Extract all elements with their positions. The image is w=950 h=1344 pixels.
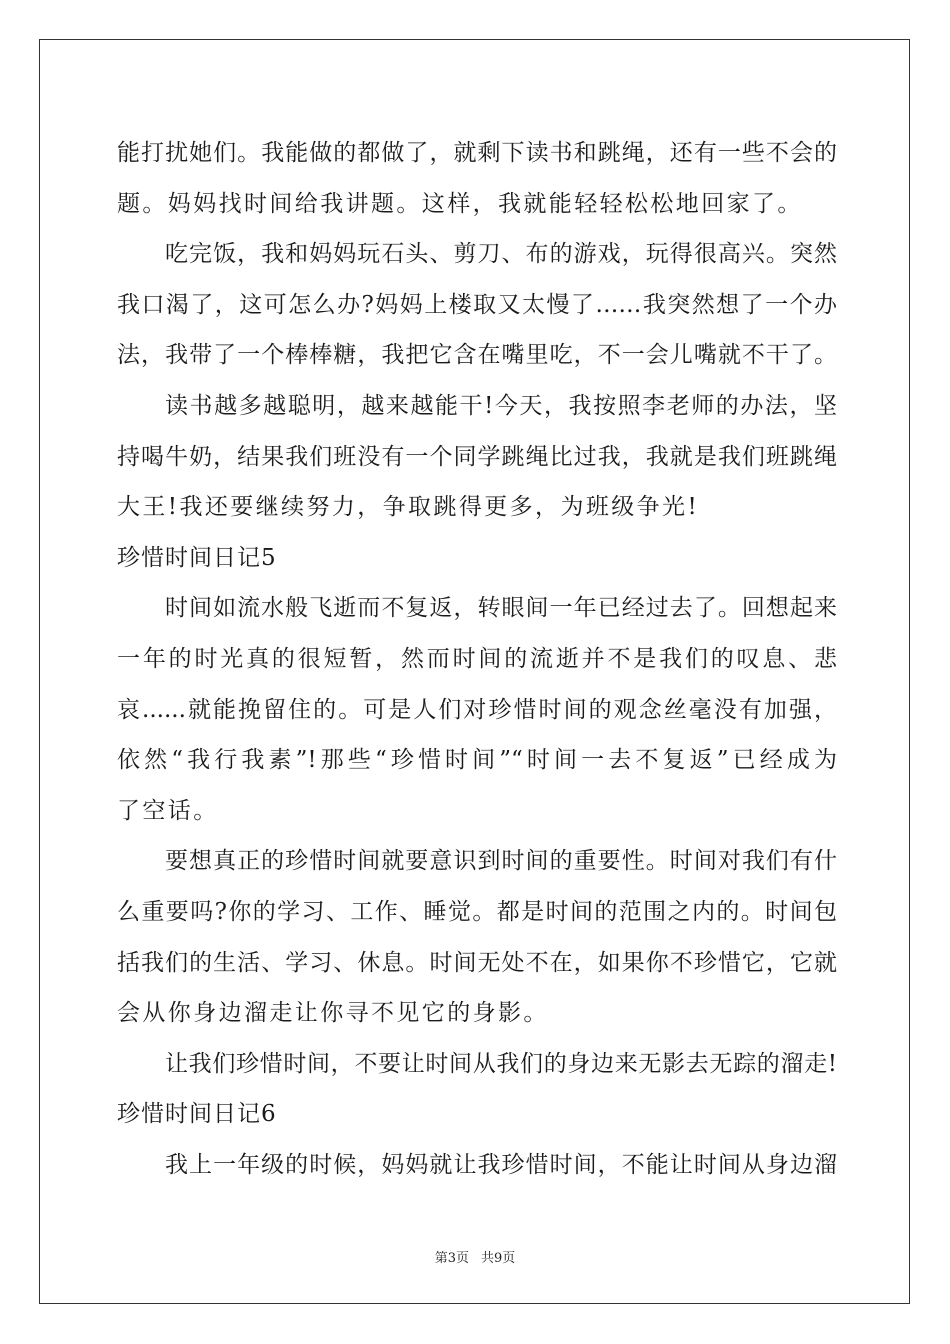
paragraph-line: 时间如流水般飞逝而不复返，转眼间一年已经过去了。回想起来: [165, 595, 837, 622]
paragraph-line: 括我们的生活、学习、休息。时间无处不在，如果你不珍惜它，它就: [117, 949, 837, 976]
paragraph-line: 能打扰她们。我能做的都做了，就剩下读书和跳绳，还有一些不会的: [117, 140, 837, 166]
document-body: [117, 128, 837, 1190]
paragraph-line: 么重要吗?你的学习、工作、睡觉。都是时间的范围之内的。时间包: [117, 898, 837, 925]
paragraph-line: 大王!我还要继续努力，争取跳得更多，为班级争光!: [117, 494, 700, 521]
section-heading: 珍惜时间日记6: [117, 1101, 277, 1128]
paragraph-line: 我上一年级的时候，妈妈就让我珍惜时间，不能让时间从身边溜: [165, 1151, 837, 1178]
paragraph-line: 一年的时光真的很短暂，然而时间的流逝并不是我们的叹息、悲: [117, 645, 837, 672]
paragraph-line: 让我们珍惜时间，不要让时间从我们的身边来无影去无踪的溜走!: [165, 1050, 837, 1077]
page-total: 共9页: [481, 1251, 516, 1266]
page-footer: [0, 1247, 950, 1266]
paragraph-line: 吃完饭，我和妈妈玩石头、剪刀、布的游戏，玩得很高兴。突然: [165, 241, 837, 268]
paragraph-line: 持喝牛奶，结果我们班没有一个同学跳绳比过我，我就是我们班跳绳: [117, 443, 837, 470]
paragraph-line: 题。妈妈找时间给我讲题。这样，我就能轻轻松松地回家了。: [117, 190, 803, 217]
paragraph-line: 依然“我行我素”!那些“珍惜时间”“时间一去不复返”已经成为: [117, 747, 837, 774]
paragraph-line: 会从你身边溜走让你寻不见它的身影。: [117, 1000, 549, 1027]
paragraph-line: 读书越多越聪明，越来越能干!今天，我按照李老师的办法，坚: [165, 392, 837, 419]
paragraph-line: 要想真正的珍惜时间就要意识到时间的重要性。时间对我们有什: [165, 848, 837, 875]
paragraph-line: 法，我带了一个棒棒糖，我把它含在嘴里吃，不一会儿嘴就不干了。: [117, 342, 837, 369]
paragraph-line: 我口渴了，这可怎么办?妈妈上楼取又太慢了……我突然想了一个办: [117, 291, 837, 318]
paragraph-line: 了空话。: [117, 797, 219, 824]
paragraph-line: 哀......就能挽留住的。可是人们对珍惜时间的观念丝毫没有加强，: [117, 696, 837, 723]
section-heading: 珍惜时间日记5: [117, 544, 277, 571]
page-number: 第3页: [434, 1251, 469, 1266]
